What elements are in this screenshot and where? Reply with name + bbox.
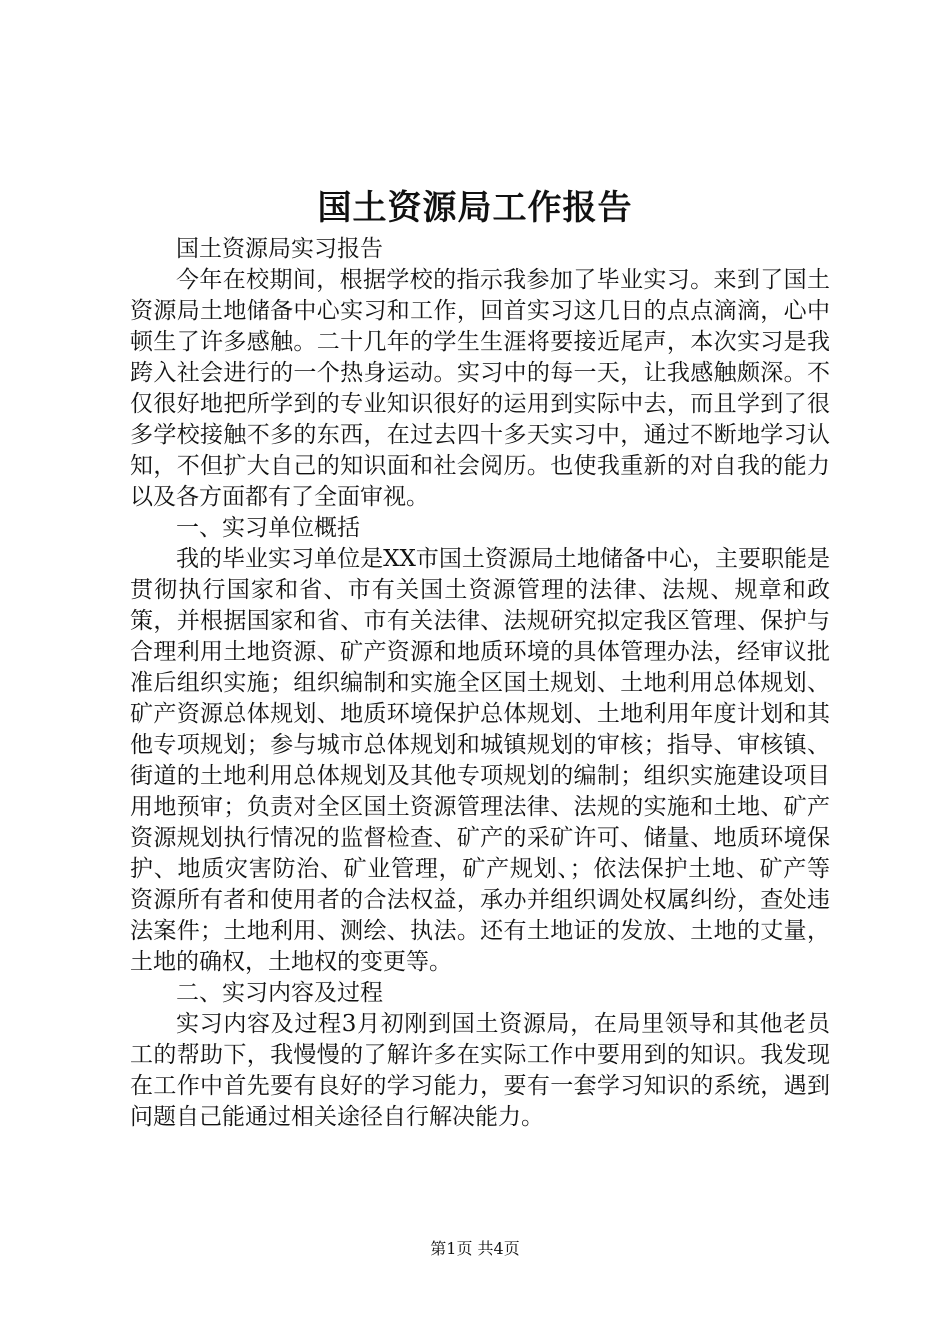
paragraph-content-process: 实习内容及过程3月初刚到国土资源局，在局里领导和其他老员工的帮助下，我慢慢的了解许多在实际工作中要用到的知识。我发现在工作中首先要有良好的学习能力，要有一套学习知识的系统，遇到问题自己能通过相关途径自行解决能力。: [130, 1011, 830, 1130]
page-number-footer: 第1页 共4页: [430, 1239, 520, 1258]
section-heading-content-process: 二、实习内容及过程: [176, 980, 383, 1006]
paragraph-introduction: 今年在校期间，根据学校的指示我参加了毕业实习。来到了国土资源局土地储备中心实习和工作，回首实习这几日的点点滴滴，心中顿生了许多感触。二十几年的学生生涯将要接近尾声，本次实习是我跨入社会进行的一个热身运动。实习中的每一天，让我感触颇深。不仅很好地把所学到的专业知识很好的运用到实际中去，而且学到了很多学校接触不多的东西，在过去四十多天实习中，通过不断地学习认知，不但扩大自己的知识面和社会阅历。也使我重新的对自我的能力以及各方面都有了全面审视。: [130, 267, 830, 510]
document-body: [130, 234, 830, 1133]
paragraph-report-subtitle: 国土资源局实习报告: [176, 236, 383, 262]
document-title: 国土资源局工作报告: [317, 188, 633, 228]
paragraph-unit-overview: 我的毕业实习单位是XX市国土资源局土地储备中心，主要职能是贯彻执行国家和省、市有关国土资源管理的法律、法规、规章和政策，并根据国家和省、市有关法律、法规研究拟定我区管理、保护与合理利用土地资源、矿产资源和地质环境的具体管理办法，经审议批准后组织实施；组织编制和实施全区国土规划、土地利用总体规划、矿产资源总体规划、地质环境保护总体规划、土地利用年度计划和其他专项规划；参与城市总体规划和城镇规划的审核；指导、审核镇、街道的土地利用总体规划及其他专项规划的编制；组织实施建设项目用地预审；负责对全区国土资源管理法律、法规的实施和土地、矿产资源规划执行情况的监督检查、矿产的采矿许可、储量、地质环境保护、地质灾害防治、矿业管理，矿产规划、；依法保护土地、矿产等资源所有者和使用者的合法权益，承办并组织调处权属纠纷，查处违法案件；土地利用、测绘、执法。还有土地证的发放、土地的丈量，土地的确权，土地权的变更等。: [130, 546, 830, 975]
section-heading-unit-overview: 一、实习单位概括: [176, 515, 360, 541]
